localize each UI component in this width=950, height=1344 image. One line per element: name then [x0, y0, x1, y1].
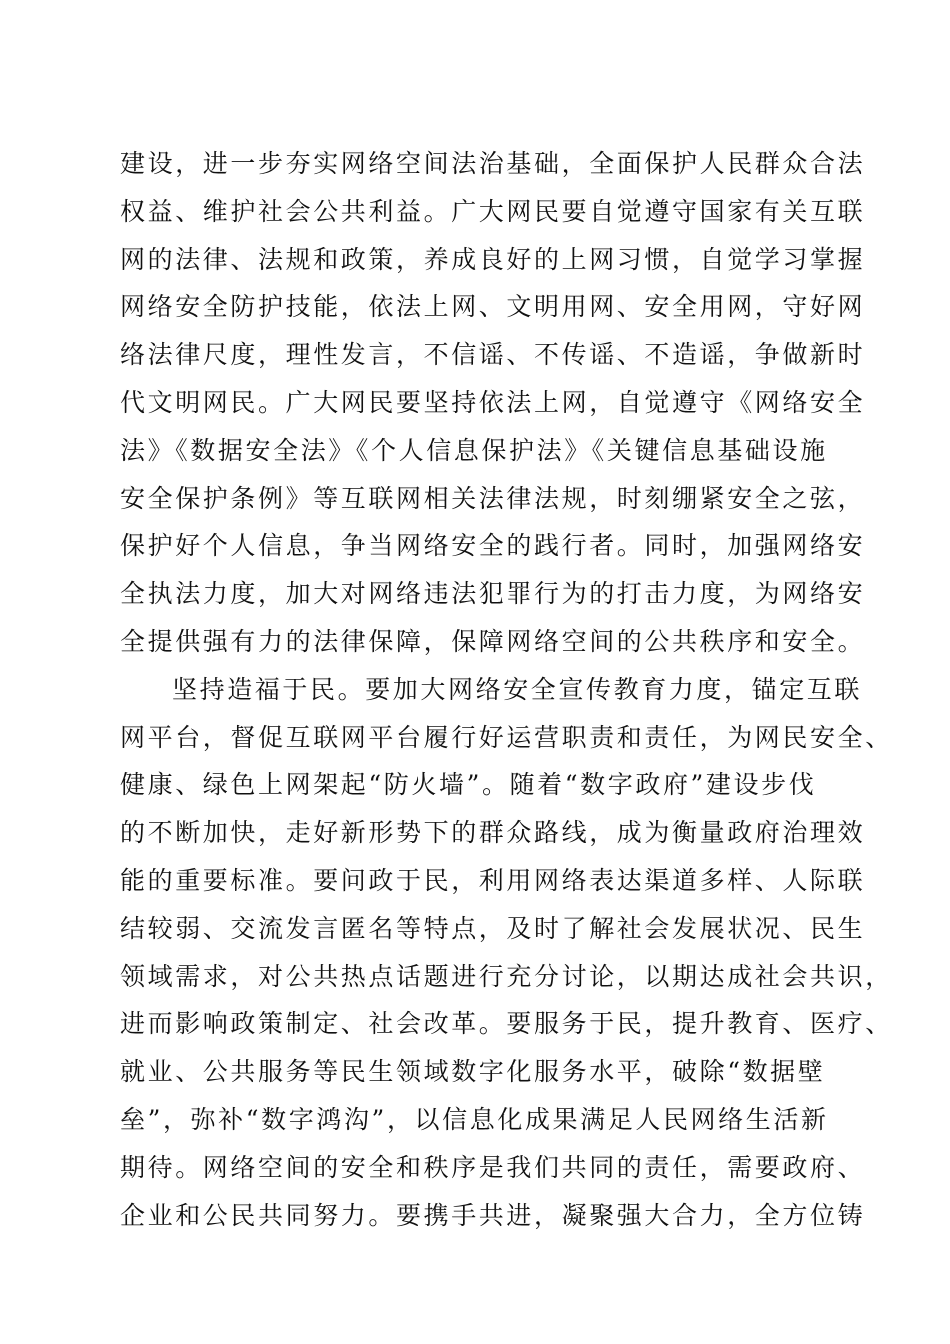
text-line: 安全保护条例》等互联网相关法律法规，时刻绷紧安全之弦， — [120, 483, 866, 513]
text-line: 全执法力度，加大对网络违法犯罪行为的打击力度，为网络安 — [120, 579, 866, 609]
text-line: 网络安全防护技能，依法上网、文明用网、安全用网，守好网 — [120, 292, 866, 322]
paragraph-start-line: 坚持造福于民。要加大网络安全宣传教育力度，锚定互联 — [172, 674, 863, 704]
text-line: 网平台，督促互联网平台履行好运营职责和责任，为网民安全、 — [120, 722, 893, 752]
text-line: 领域需求，对公共热点话题进行充分讨论，以期达成社会共识， — [120, 961, 893, 991]
text-line: 法》《数据安全法》《个人信息保护法》《关键信息基础设施 — [120, 435, 828, 465]
text-line: 健康、绿色上网架起“防火墙”。随着“数字政府”建设步伐 — [120, 770, 817, 800]
text-line: 全提供强有力的法律保障，保障网络空间的公共秩序和安全。 — [120, 626, 866, 656]
text-line: 络法律尺度，理性发言，不信谣、不传谣、不造谣，争做新时 — [120, 340, 866, 370]
text-line: 垒”，弥补“数字鸿沟”，以信息化成果满足人民网络生活新 — [120, 1104, 829, 1134]
text-line: 进而影响政策制定、社会改革。要服务于民，提升教育、医疗、 — [120, 1009, 893, 1039]
text-line: 建设，进一步夯实网络空间法治基础，全面保护人民群众合法 — [120, 149, 866, 178]
text-line: 权益、维护社会公共利益。广大网民要自觉遵守国家有关互联 — [120, 196, 866, 226]
text-line: 就业、公共服务等民生领域数字化服务水平，破除“数据壁 — [120, 1057, 826, 1087]
text-line: 网的法律、法规和政策，养成良好的上网习惯，自觉学习掌握 — [120, 244, 866, 274]
text-line: 的不断加快，走好新形势下的群众路线，成为衡量政府治理效 — [120, 818, 866, 848]
text-line: 保护好个人信息，争当网络安全的践行者。同时，加强网络安 — [120, 531, 866, 561]
text-line: 代文明网民。广大网民要坚持依法上网，自觉遵守《网络安全 — [120, 387, 866, 417]
text-line: 结较弱、交流发言匿名等特点，及时了解社会发展状况、民生 — [120, 913, 866, 943]
text-line: 企业和公民共同努力。要携手共进，凝聚强大合力，全方位铸 — [120, 1200, 866, 1230]
text-line: 期待。网络空间的安全和秩序是我们共同的责任，需要政府、 — [120, 1152, 866, 1182]
body-text — [120, 140, 893, 1239]
text-line: 能的重要标准。要问政于民，利用网络表达渠道多样、人际联 — [120, 865, 866, 895]
